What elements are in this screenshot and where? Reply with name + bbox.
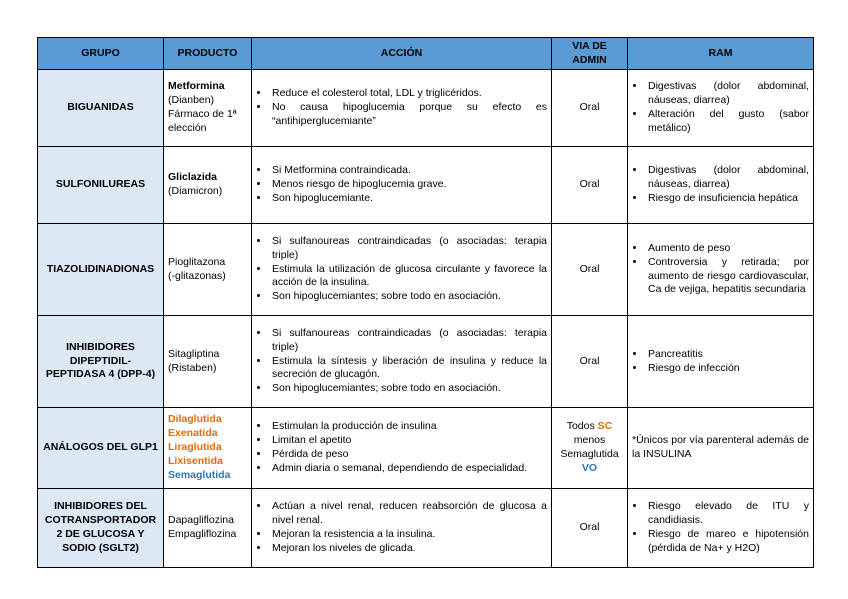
ram-cell — [628, 147, 814, 224]
producto-name: Semaglutida — [168, 468, 231, 481]
via-text: menos — [573, 434, 606, 447]
accion-item: • Son hipoglucemiante. — [270, 192, 547, 206]
producto-line: Pioglitazona — [168, 255, 226, 268]
ram-item: • Riesgo de insuficiencia hepática — [646, 192, 809, 206]
accion-item: • Si sulfanoureas contraindicadas (o asociadas: terapia triple) — [270, 235, 547, 263]
ram-cell — [628, 408, 814, 489]
ram-item: • Aumento de peso — [646, 242, 809, 256]
accion-item: • No causa hipoglucemia porque su efecto es “antihiperglucemiante” — [270, 101, 547, 129]
drug-table — [37, 37, 814, 568]
via-cell: Oral — [552, 224, 628, 316]
grupo-cell: TIAZOLIDINADIONAS — [38, 224, 164, 316]
table-row — [38, 224, 814, 316]
producto-line: Sitagliptina — [168, 347, 220, 360]
producto-cell — [164, 489, 252, 568]
producto-cell — [164, 70, 252, 147]
producto-line: (Diamicron) — [168, 185, 223, 197]
producto-line: (-glitazonas) — [168, 269, 226, 282]
accion-item: • Limitan el apetito — [270, 434, 547, 448]
accion-item: • Estimulan la producción de insulina — [270, 420, 547, 434]
producto-line: Fármaco de 1ª elección — [168, 108, 237, 134]
producto-name: Gliclazida — [168, 171, 218, 184]
via-vo: VO — [581, 461, 598, 474]
producto-cell — [164, 316, 252, 408]
table-row — [38, 489, 814, 568]
ram-item: • Controversia y retirada; por aumento de riesgo cardiovascular, Ca de vejiga, hepatitis secundaria — [646, 256, 809, 298]
accion-item: • Son hipoglucemiantes; sobre todo en asociación. — [270, 290, 547, 304]
header-accion: ACCIÓN — [252, 38, 552, 70]
header-grupo: GRUPO — [38, 38, 164, 70]
table-row — [38, 316, 814, 408]
accion-item: • Pérdida de peso — [270, 448, 547, 462]
header-via: VIA DE ADMIN — [552, 38, 628, 70]
ram-item: • Riesgo de infección — [646, 362, 809, 376]
producto-line: Empagliflozina — [168, 528, 237, 540]
accion-item: • Son hipoglucemiantes; sobre todo en asociación. — [270, 382, 547, 396]
via-cell: Oral — [552, 70, 628, 147]
producto-line: (Ristaben) — [168, 361, 217, 374]
via-sc: SC — [597, 420, 613, 433]
via-cell — [552, 408, 628, 489]
producto-line: Dapagliflozina — [168, 514, 234, 527]
accion-cell — [252, 316, 552, 408]
accion-item: • Si sulfanoureas contraindicadas (o asociadas: terapia triple) — [270, 327, 547, 355]
accion-cell — [252, 408, 552, 489]
producto-cell — [164, 147, 252, 224]
producto-name: Liraglutida — [168, 441, 222, 454]
grupo-cell: SULFONILUREAS — [38, 147, 164, 224]
ram-item: • Digestivas (dolor abdominal, náuseas, diarrea) — [646, 80, 809, 108]
producto-name: Dilaglutida — [168, 413, 222, 426]
accion-item: • Mejoran la resistencia a la insulina. — [270, 528, 547, 542]
table-row — [38, 147, 814, 224]
accion-item: • Menos riesgo de hipoglucemia grave. — [270, 178, 547, 192]
table-row — [38, 408, 814, 489]
accion-item: • Estimula la síntesis y liberación de insulina y reduce la secreción de glucagón. — [270, 355, 547, 383]
ram-item: • Alteración del gusto (sabor metálico) — [646, 108, 809, 136]
producto-cell — [164, 408, 252, 489]
producto-name: Lixisentida — [168, 454, 223, 467]
ram-item: • Digestivas (dolor abdominal, náuseas, diarrea) — [646, 164, 809, 192]
grupo-cell: INHIBIDORES DIPEPTIDIL-PEPTIDASA 4 (DPP-4) — [38, 316, 164, 408]
grupo-cell: ANÁLOGOS DEL GLP1 — [38, 408, 164, 489]
ram-cell — [628, 316, 814, 408]
accion-cell — [252, 147, 552, 224]
producto-cell — [164, 224, 252, 316]
accion-cell — [252, 224, 552, 316]
header-ram: RAM — [628, 38, 814, 70]
accion-item: • Reduce el colesterol total, LDL y triglicéridos. — [270, 87, 547, 101]
ram-item: • Pancreatitis — [646, 348, 809, 362]
grupo-cell: BIGUANIDAS — [38, 70, 164, 147]
table-row — [38, 70, 814, 147]
producto-name: Metformina — [168, 80, 225, 93]
accion-item: • Mejoran los niveles de glicada. — [270, 542, 547, 556]
via-text: Todos — [566, 420, 595, 433]
via-cell: Oral — [552, 489, 628, 568]
accion-item: • Actúan a nivel renal, reducen reabsorción de glucosa a nivel renal. — [270, 500, 547, 528]
accion-cell — [252, 489, 552, 568]
header-row — [38, 38, 814, 70]
ram-cell — [628, 224, 814, 316]
producto-line: (Dianben) — [168, 94, 215, 107]
ram-cell — [628, 70, 814, 147]
accion-cell — [252, 70, 552, 147]
ram-cell — [628, 489, 814, 568]
ram-item: • Riesgo elevado de ITU y candidiasis. — [646, 500, 809, 528]
via-cell: Oral — [552, 147, 628, 224]
via-text: Semaglutida — [560, 448, 619, 460]
header-producto: PRODUCTO — [164, 38, 252, 70]
via-cell: Oral — [552, 316, 628, 408]
grupo-cell: INHIBIDORES DEL COTRANSPORTADOR 2 DE GLUCOSA Y SODIO (SGLT2) — [38, 489, 164, 568]
accion-item: • Admin diaria o semanal, dependiendo de especialidad. — [270, 462, 547, 476]
accion-item: • Si Metformina contraindicada. — [270, 164, 547, 178]
producto-name: Exenatida — [168, 427, 218, 440]
ram-note: *Únicos por vía parenteral además de la INSULINA — [632, 434, 809, 460]
accion-item: • Estimula la utilización de glucosa circulante y favorece la acción de la insulina. — [270, 263, 547, 291]
ram-item: • Riesgo de mareo e hipotensión (pérdida de Na+ y H2O) — [646, 528, 809, 556]
